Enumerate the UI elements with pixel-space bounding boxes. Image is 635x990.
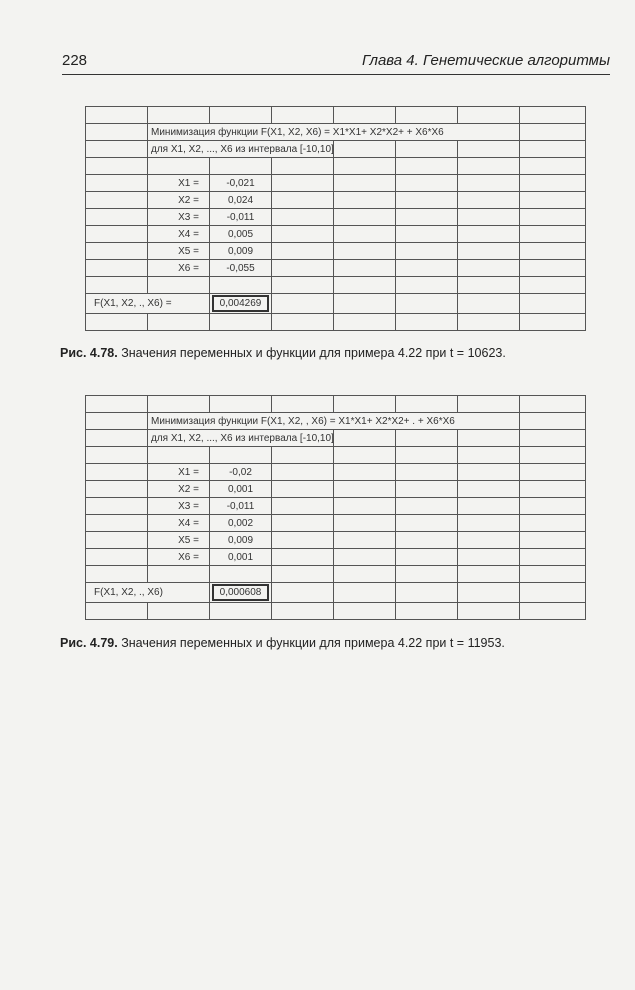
table-row bbox=[86, 603, 586, 620]
table-row bbox=[86, 515, 586, 532]
function-value-cell bbox=[210, 583, 272, 603]
table-row bbox=[86, 549, 586, 566]
table-row bbox=[86, 192, 586, 209]
variable-value: 0,002 bbox=[210, 515, 272, 532]
figure-caption bbox=[60, 346, 506, 360]
variable-value: -0,021 bbox=[210, 175, 272, 192]
page-header bbox=[62, 50, 610, 75]
chapter-title: Глава 4. Генетические алгоритмы bbox=[361, 52, 610, 69]
variable-label: X3 = bbox=[148, 498, 210, 515]
table-row bbox=[86, 583, 586, 603]
variable-label: X5 = bbox=[148, 532, 210, 549]
variable-label: X1 = bbox=[148, 175, 210, 192]
table-row bbox=[86, 430, 586, 447]
spreadsheet-figure-4-78 bbox=[85, 106, 586, 331]
table-row bbox=[86, 124, 586, 141]
table-row bbox=[86, 243, 586, 260]
table-row bbox=[86, 532, 586, 549]
table-row bbox=[86, 107, 586, 124]
table-row bbox=[86, 277, 586, 294]
function-value: 0,004269 bbox=[212, 295, 269, 312]
table-row bbox=[86, 498, 586, 515]
variable-value: 0,009 bbox=[210, 243, 272, 260]
table-row bbox=[86, 260, 586, 277]
figure-number: Рис. 4.79. bbox=[60, 636, 118, 650]
variable-value: -0,02 bbox=[210, 464, 272, 481]
figure-number: Рис. 4.78. bbox=[60, 346, 118, 360]
variable-value: 0,005 bbox=[210, 226, 272, 243]
variable-label: X2 = bbox=[148, 481, 210, 498]
variable-label: X6 = bbox=[148, 549, 210, 566]
function-label: F(X1, X2, ., X6) bbox=[86, 583, 148, 603]
table-row bbox=[86, 314, 586, 331]
caption-text: Значения переменных и функции для примера 4.22 при t = 10623. bbox=[117, 346, 506, 360]
table-row bbox=[86, 447, 586, 464]
variable-label: X1 = bbox=[148, 464, 210, 481]
variable-value: 0,024 bbox=[210, 192, 272, 209]
function-value-cell bbox=[210, 294, 272, 314]
variable-value: -0,011 bbox=[210, 498, 272, 515]
function-title: Минимизация функции F(X1, X2, , X6) = X1*X1+ X2*X2+ . + X6*X6 bbox=[148, 413, 210, 430]
page-number: 228 bbox=[62, 52, 88, 69]
variable-label: X2 = bbox=[148, 192, 210, 209]
figure-caption bbox=[60, 636, 505, 650]
function-title: Минимизация функции F(X1, X2, X6) = X1*X1+ X2*X2+ + X6*X6 bbox=[148, 124, 210, 141]
function-label: F(X1, X2, ., X6) = bbox=[86, 294, 148, 314]
table-row bbox=[86, 294, 586, 314]
table-row bbox=[86, 413, 586, 430]
table-row bbox=[86, 158, 586, 175]
table-row bbox=[86, 396, 586, 413]
table-row bbox=[86, 226, 586, 243]
caption-text: Значения переменных и функции для примера 4.22 при t = 11953. bbox=[117, 636, 505, 650]
variable-label: X4 = bbox=[148, 226, 210, 243]
table-row bbox=[86, 175, 586, 192]
variable-value: 0,001 bbox=[210, 549, 272, 566]
variable-label: X4 = bbox=[148, 515, 210, 532]
table-row bbox=[86, 464, 586, 481]
variable-label: X3 = bbox=[148, 209, 210, 226]
variable-label: X6 = bbox=[148, 260, 210, 277]
table-row bbox=[86, 209, 586, 226]
interval-title: для X1, X2, ..., X6 из интервала [-10,10] bbox=[148, 141, 210, 158]
variable-value: -0,011 bbox=[210, 209, 272, 226]
table-row bbox=[86, 566, 586, 583]
table-row bbox=[86, 141, 586, 158]
function-value: 0,000608 bbox=[212, 584, 269, 601]
variable-value: -0,055 bbox=[210, 260, 272, 277]
variable-value: 0,001 bbox=[210, 481, 272, 498]
variable-value: 0,009 bbox=[210, 532, 272, 549]
spreadsheet-figure-4-79 bbox=[85, 395, 586, 620]
interval-title: для X1, X2, ..., X6 из интервала [-10,10] bbox=[148, 430, 210, 447]
table-row bbox=[86, 481, 586, 498]
variable-label: X5 = bbox=[148, 243, 210, 260]
